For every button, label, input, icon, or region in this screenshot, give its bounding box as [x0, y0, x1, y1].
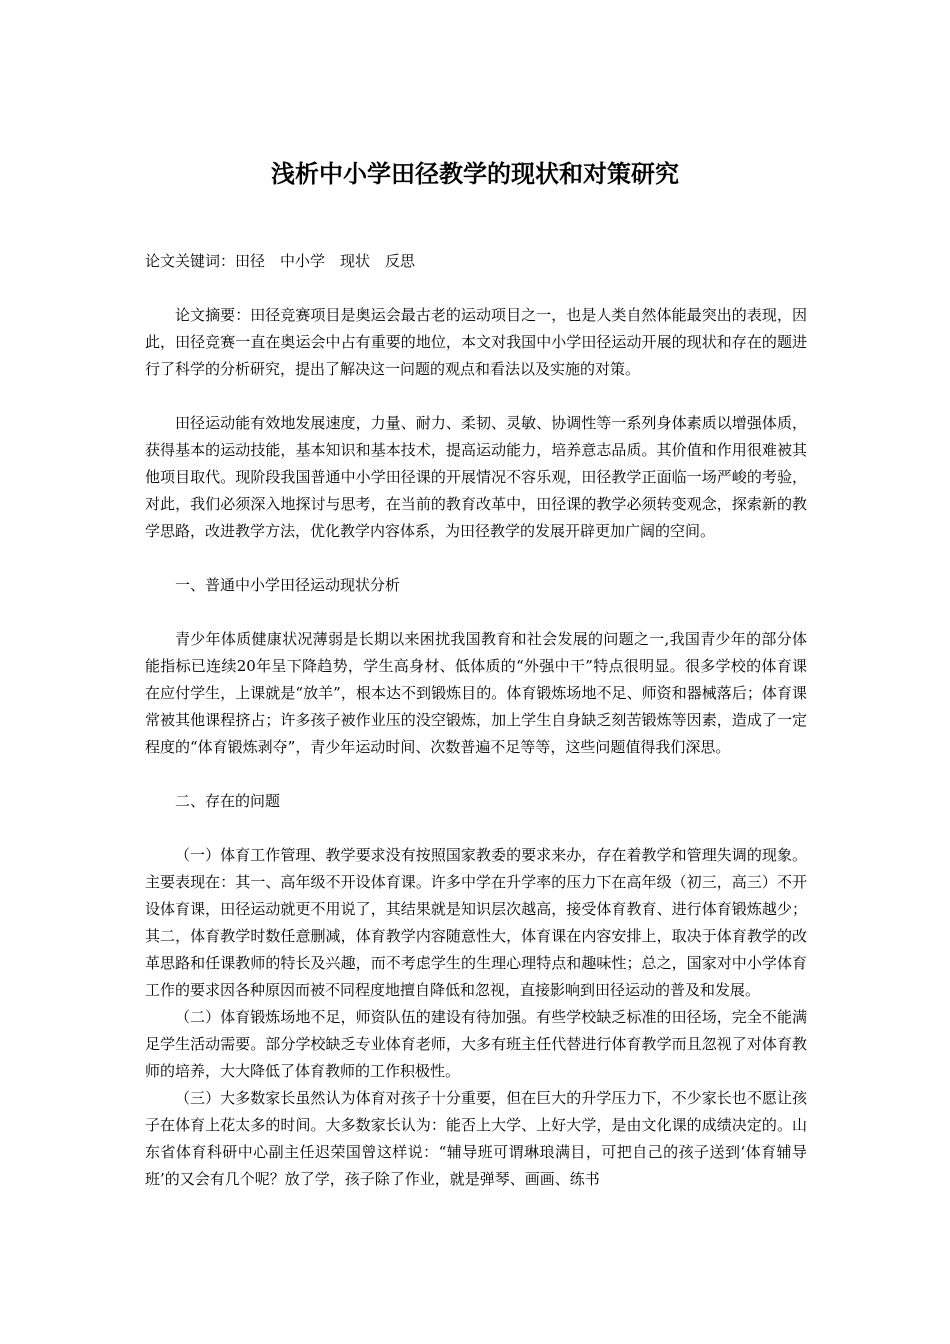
spacer — [145, 599, 807, 626]
spacer — [145, 761, 807, 788]
spacer — [145, 815, 807, 842]
problem2-paragraph: （二）体育锻炼场地不足，师资队伍的建设有待加强。有些学校缺乏标准的田径场，完全不能满足学生活动需要。部分学校缺乏专业体育老师，大多有班主任代替进行体育教学而且忽视了对体育教师的培养，大大降低了体育教师的工作积极性。 — [145, 1008, 807, 1080]
paper-title: 浅析中小学田径教学的现状和对策研究 — [271, 159, 679, 188]
problem3-paragraph: （三）大多数家长虽然认为体育对孩子十分重要，但在巨大的升学压力下，不少家长也不愿让孩子在体育上花太多的时间。大多数家长认为：能否上大学、上好大学，是由文化课的成绩决定的。山东省体育科研中心副主任迟荣国曾这样说：“辅导班可谓琳琅满目，可把自己的孩子送到‘体育辅导班’的又会有几个呢？放了学，孩子除了作业，就是弹琴、画画、练书 — [145, 1089, 807, 1188]
keywords-line: 论文关键词：田径 中小学 现状 反思 — [145, 252, 416, 270]
abstract-paragraph: 论文摘要：田径竞赛项目是奥运会最古老的运动项目之一，也是人类自然体能最突出的表现，因此，田径竞赛一直在奥运会中占有重要的地位，本文对我国中小学田径运动开展的现状和存在的题进行了科学的分析研究，提出了解决这一问题的观点和看法以及实施的对策。 — [145, 306, 807, 378]
intro-paragraph: 田径运动能有效地发展速度，力量、耐力、柔韧、灵敏、协调性等一系列身体素质以增强体质，获得基本的运动技能，基本知识和基本技术，提高运动能力，培养意志品质。其价值和作用很难被其他项目取代。现阶段我国普通中小学田径课的开展情况不容乐观，田径教学正面临一场严峻的考验，对此，我们必须深入地探讨与思考，在当前的教育改革中，田径课的教学必须转变观念，探索新的教学思路，改进教学方法，优化教学内容体系，为田径教学的发展开辟更加广阔的空间。 — [145, 414, 807, 540]
spacer — [145, 383, 807, 410]
section1-heading: 一、普通中小学田径运动现状分析 — [175, 576, 401, 594]
problem1-paragraph: （一）体育工作管理、教学要求没有按照国家教委的要求来办，存在着教学和管理失调的现象。主要表现在：其一、高年级不开设体育课。许多中学在升学率的压力下在高年级（初三，高三）不开设体育课，田径运动就更不用说了，其结果就是知识层次越高，接受体育教育、进行体育锻炼越少；其二，体育教学时数任意删减，体育教学内容随意性大，体育课在内容安排上，取决于体育教学的改革思路和任课教师的特长及兴趣，而不考虑学生的生理心理特点和趣味性；总之，国家对中小学体育工作的要求因各种原因而被不同程度地擅自降低和忽视，直接影响到田径运动的普及和发展。 — [145, 846, 807, 999]
section2-heading: 二、存在的问题 — [175, 792, 281, 810]
paper-body — [145, 248, 807, 1193]
section1-paragraph: 青少年体质健康状况薄弱是长期以来困扰我国教育和社会发展的问题之一,我国青少年的部分体能指标已连续20年呈下降趋势，学生高身材、低体质的“外强中干”特点很明显。很多学校的体育课在应付学生，上课就是“放羊”，根本达不到锻炼目的。体育锻炼场地不足、师资和器械落后；体育课常被其他课程挤占；许多孩子被作业压的没空锻炼，加上学生自身缺乏刻苦锻炼等因素，造成了一定程度的“体育锻炼剥夺”，青少年运动时间、次数普遍不足等等，这些问题值得我们深思。 — [145, 630, 807, 756]
spacer — [145, 275, 807, 302]
spacer — [145, 545, 807, 572]
